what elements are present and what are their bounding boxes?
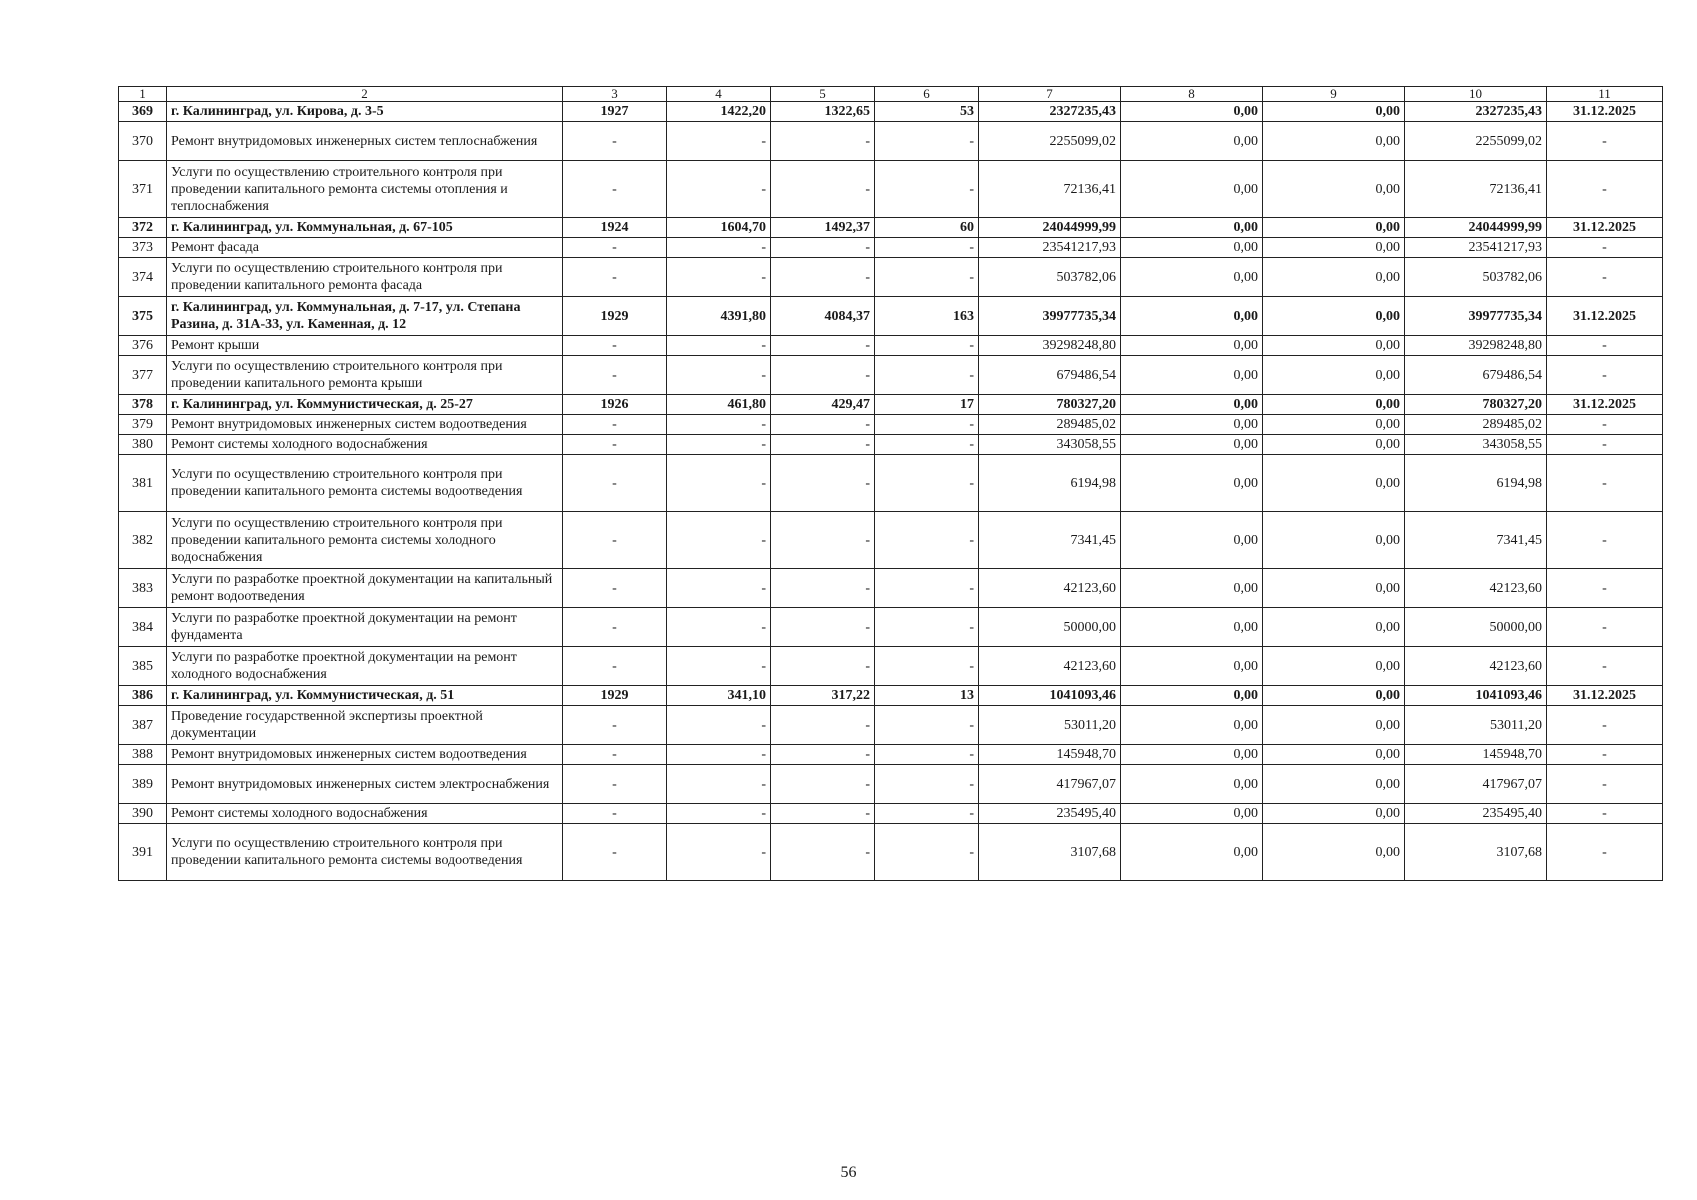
address-row [119,102,1663,122]
col5-cell: - [771,569,875,608]
deadline-cell: - [1547,706,1663,745]
col5-cell: - [771,765,875,804]
col-header-6: 6 [875,87,979,102]
deadline-cell: - [1547,356,1663,395]
col8-cell: 0,00 [1121,161,1263,218]
col4-cell: - [667,415,771,435]
col8-cell: 0,00 [1121,512,1263,569]
year-cell: 1924 [563,218,667,238]
row-number: 377 [119,356,167,395]
col4-cell: - [667,765,771,804]
work-item-row [119,415,1663,435]
col4-cell: - [667,435,771,455]
year-cell: 1929 [563,686,667,706]
col10-cell: 503782,06 [1405,258,1547,297]
year-cell: - [563,238,667,258]
row-number: 381 [119,455,167,512]
year-cell: - [563,455,667,512]
year-cell: - [563,706,667,745]
deadline-cell: - [1547,512,1663,569]
work-item-row [119,824,1663,881]
row-number: 384 [119,608,167,647]
col8-cell: 0,00 [1121,706,1263,745]
col5-cell: - [771,824,875,881]
col7-cell: 289485,02 [979,415,1121,435]
item-name: Проведение государственной экспертизы проектной документации [167,706,563,745]
col8-cell: 0,00 [1121,686,1263,706]
col6-cell: 53 [875,102,979,122]
row-number: 369 [119,102,167,122]
item-name: Услуги по осуществлению строительного контроля при проведении капитального ремонта системы водоотведения [167,455,563,512]
col9-cell: 0,00 [1263,258,1405,297]
year-cell: - [563,608,667,647]
col7-cell: 72136,41 [979,161,1121,218]
col6-cell: 163 [875,297,979,336]
work-item-row [119,356,1663,395]
col9-cell: 0,00 [1263,569,1405,608]
row-number: 375 [119,297,167,336]
col10-cell: 2255099,02 [1405,122,1547,161]
year-cell: - [563,745,667,765]
deadline-cell: - [1547,122,1663,161]
work-item-row [119,435,1663,455]
col7-cell: 1041093,46 [979,686,1121,706]
deadline-cell: 31.12.2025 [1547,686,1663,706]
col4-cell: 461,80 [667,395,771,415]
col4-cell: - [667,745,771,765]
row-number: 371 [119,161,167,218]
col4-cell: - [667,608,771,647]
col9-cell: 0,00 [1263,435,1405,455]
col6-cell: - [875,824,979,881]
year-cell: 1927 [563,102,667,122]
col6-cell: - [875,356,979,395]
row-number: 382 [119,512,167,569]
row-number: 374 [119,258,167,297]
col5-cell: - [771,745,875,765]
work-item-row [119,765,1663,804]
col7-cell: 6194,98 [979,455,1121,512]
row-number: 386 [119,686,167,706]
address-row [119,686,1663,706]
row-number: 383 [119,569,167,608]
col4-cell: - [667,258,771,297]
col9-cell: 0,00 [1263,415,1405,435]
col5-cell: - [771,804,875,824]
deadline-cell: - [1547,238,1663,258]
document-sheet [118,86,1662,881]
col8-cell: 0,00 [1121,569,1263,608]
year-cell: 1926 [563,395,667,415]
col9-cell: 0,00 [1263,395,1405,415]
col10-cell: 235495,40 [1405,804,1547,824]
col6-cell: 13 [875,686,979,706]
work-item-row [119,122,1663,161]
row-number: 387 [119,706,167,745]
col4-cell: - [667,336,771,356]
deadline-cell: 31.12.2025 [1547,102,1663,122]
col6-cell: - [875,455,979,512]
col-header-10: 10 [1405,87,1547,102]
col4-cell: - [667,647,771,686]
col4-cell: - [667,706,771,745]
col8-cell: 0,00 [1121,608,1263,647]
col10-cell: 50000,00 [1405,608,1547,647]
work-item-row [119,455,1663,512]
col6-cell: - [875,512,979,569]
col8-cell: 0,00 [1121,297,1263,336]
deadline-cell: - [1547,804,1663,824]
col7-cell: 417967,07 [979,765,1121,804]
col7-cell: 145948,70 [979,745,1121,765]
row-number: 388 [119,745,167,765]
col8-cell: 0,00 [1121,455,1263,512]
page-number: 56 [840,1164,857,1181]
deadline-cell: - [1547,569,1663,608]
col7-cell: 7341,45 [979,512,1121,569]
item-name: Ремонт внутридомовых инженерных систем водоотведения [167,745,563,765]
col6-cell: 60 [875,218,979,238]
item-name: Услуги по разработке проектной документации на ремонт фундамента [167,608,563,647]
item-name: Ремонт внутридомовых инженерных систем водоотведения [167,415,563,435]
col10-cell: 3107,68 [1405,824,1547,881]
col5-cell: - [771,608,875,647]
deadline-cell: - [1547,455,1663,512]
year-cell: - [563,258,667,297]
deadline-cell: - [1547,608,1663,647]
col10-cell: 39977735,34 [1405,297,1547,336]
col10-cell: 145948,70 [1405,745,1547,765]
column-number-row [119,87,1663,102]
col5-cell: - [771,122,875,161]
item-name: Услуги по осуществлению строительного контроля при проведении капитального ремонта системы холодного водоснабжения [167,512,563,569]
col5-cell: - [771,238,875,258]
col8-cell: 0,00 [1121,102,1263,122]
col10-cell: 53011,20 [1405,706,1547,745]
col5-cell: - [771,706,875,745]
item-name: г. Калининград, ул. Коммунистическая, д. 51 [167,686,563,706]
col4-cell: - [667,512,771,569]
work-item-row [119,258,1663,297]
deadline-cell: 31.12.2025 [1547,218,1663,238]
item-name: Ремонт фасада [167,238,563,258]
col5-cell: - [771,455,875,512]
col4-cell: 341,10 [667,686,771,706]
col9-cell: 0,00 [1263,161,1405,218]
col7-cell: 503782,06 [979,258,1121,297]
col4-cell: - [667,161,771,218]
year-cell: - [563,647,667,686]
col7-cell: 50000,00 [979,608,1121,647]
year-cell: - [563,804,667,824]
item-name: г. Калининград, ул. Коммунальная, д. 67-105 [167,218,563,238]
col7-cell: 235495,40 [979,804,1121,824]
col10-cell: 24044999,99 [1405,218,1547,238]
col6-cell: - [875,647,979,686]
col-header-9: 9 [1263,87,1405,102]
deadline-cell: - [1547,336,1663,356]
col7-cell: 2327235,43 [979,102,1121,122]
item-name: г. Калининград, ул. Кирова, д. 3-5 [167,102,563,122]
col9-cell: 0,00 [1263,102,1405,122]
item-name: Ремонт системы холодного водоснабжения [167,435,563,455]
col9-cell: 0,00 [1263,512,1405,569]
col8-cell: 0,00 [1121,804,1263,824]
col7-cell: 2255099,02 [979,122,1121,161]
row-number: 380 [119,435,167,455]
col7-cell: 3107,68 [979,824,1121,881]
col10-cell: 42123,60 [1405,647,1547,686]
deadline-cell: - [1547,647,1663,686]
col-header-5: 5 [771,87,875,102]
col9-cell: 0,00 [1263,297,1405,336]
item-name: Услуги по осуществлению строительного контроля при проведении капитального ремонта фасада [167,258,563,297]
year-cell: - [563,122,667,161]
col8-cell: 0,00 [1121,122,1263,161]
item-name: г. Калининград, ул. Коммунистическая, д. 25-27 [167,395,563,415]
col10-cell: 343058,55 [1405,435,1547,455]
year-cell: - [563,336,667,356]
col10-cell: 1041093,46 [1405,686,1547,706]
col6-cell: - [875,706,979,745]
item-name: Услуги по осуществлению строительного контроля при проведении капитального ремонта системы отопления и теплоснабжения [167,161,563,218]
col7-cell: 679486,54 [979,356,1121,395]
col5-cell: - [771,415,875,435]
item-name: Ремонт крыши [167,336,563,356]
col6-cell: - [875,238,979,258]
year-cell: - [563,435,667,455]
year-cell: - [563,161,667,218]
col8-cell: 0,00 [1121,824,1263,881]
item-name: Услуги по разработке проектной документации на ремонт холодного водоснабжения [167,647,563,686]
col7-cell: 23541217,93 [979,238,1121,258]
col7-cell: 42123,60 [979,569,1121,608]
col8-cell: 0,00 [1121,258,1263,297]
col9-cell: 0,00 [1263,218,1405,238]
row-number: 389 [119,765,167,804]
col10-cell: 679486,54 [1405,356,1547,395]
col7-cell: 39977735,34 [979,297,1121,336]
col4-cell: - [667,122,771,161]
col9-cell: 0,00 [1263,745,1405,765]
year-cell: - [563,415,667,435]
col8-cell: 0,00 [1121,238,1263,258]
col10-cell: 42123,60 [1405,569,1547,608]
col6-cell: - [875,435,979,455]
row-number: 378 [119,395,167,415]
col8-cell: 0,00 [1121,765,1263,804]
col5-cell: - [771,258,875,297]
col4-cell: - [667,804,771,824]
col-header-1: 1 [119,87,167,102]
col9-cell: 0,00 [1263,455,1405,512]
col9-cell: 0,00 [1263,336,1405,356]
col10-cell: 2327235,43 [1405,102,1547,122]
col6-cell: - [875,608,979,647]
col-header-11: 11 [1547,87,1663,102]
col4-cell: - [667,824,771,881]
deadline-cell: - [1547,824,1663,881]
col6-cell: - [875,745,979,765]
col9-cell: 0,00 [1263,765,1405,804]
year-cell: 1929 [563,297,667,336]
col9-cell: 0,00 [1263,238,1405,258]
repair-program-table [118,86,1663,881]
item-name: Ремонт внутридомовых инженерных систем теплоснабжения [167,122,563,161]
item-name: Услуги по осуществлению строительного контроля при проведении капитального ремонта крыши [167,356,563,395]
address-row [119,297,1663,336]
year-cell: - [563,356,667,395]
table-body [119,87,1663,881]
col-header-4: 4 [667,87,771,102]
col4-cell: - [667,455,771,512]
deadline-cell: 31.12.2025 [1547,297,1663,336]
col8-cell: 0,00 [1121,745,1263,765]
year-cell: - [563,824,667,881]
col8-cell: 0,00 [1121,415,1263,435]
work-item-row [119,336,1663,356]
col5-cell: 429,47 [771,395,875,415]
col9-cell: 0,00 [1263,804,1405,824]
col7-cell: 24044999,99 [979,218,1121,238]
work-item-row [119,706,1663,745]
col8-cell: 0,00 [1121,218,1263,238]
col5-cell: 4084,37 [771,297,875,336]
col6-cell: - [875,122,979,161]
col10-cell: 23541217,93 [1405,238,1547,258]
item-name: Ремонт внутридомовых инженерных систем электроснабжения [167,765,563,804]
address-row [119,395,1663,415]
col10-cell: 6194,98 [1405,455,1547,512]
col10-cell: 289485,02 [1405,415,1547,435]
col5-cell: - [771,647,875,686]
col5-cell: 1322,65 [771,102,875,122]
col9-cell: 0,00 [1263,356,1405,395]
col6-cell: 17 [875,395,979,415]
item-name: Ремонт системы холодного водоснабжения [167,804,563,824]
work-item-row [119,569,1663,608]
col4-cell: 1422,20 [667,102,771,122]
address-row [119,218,1663,238]
col-header-2: 2 [167,87,563,102]
col4-cell: 4391,80 [667,297,771,336]
col4-cell: - [667,356,771,395]
deadline-cell: - [1547,765,1663,804]
col6-cell: - [875,765,979,804]
col10-cell: 7341,45 [1405,512,1547,569]
item-name: Услуги по осуществлению строительного контроля при проведении капитального ремонта системы водоотведения [167,824,563,881]
col5-cell: - [771,512,875,569]
work-item-row [119,238,1663,258]
col4-cell: - [667,569,771,608]
col7-cell: 39298248,80 [979,336,1121,356]
work-item-row [119,804,1663,824]
work-item-row [119,161,1663,218]
work-item-row [119,608,1663,647]
col-header-8: 8 [1121,87,1263,102]
col6-cell: - [875,804,979,824]
row-number: 376 [119,336,167,356]
col6-cell: - [875,336,979,356]
col10-cell: 39298248,80 [1405,336,1547,356]
col6-cell: - [875,569,979,608]
col4-cell: 1604,70 [667,218,771,238]
year-cell: - [563,569,667,608]
col5-cell: - [771,435,875,455]
year-cell: - [563,765,667,804]
row-number: 373 [119,238,167,258]
col8-cell: 0,00 [1121,435,1263,455]
row-number: 385 [119,647,167,686]
deadline-cell: - [1547,161,1663,218]
col5-cell: 317,22 [771,686,875,706]
row-number: 391 [119,824,167,881]
work-item-row [119,647,1663,686]
item-name: Услуги по разработке проектной документации на капитальный ремонт водоотведения [167,569,563,608]
item-name: г. Калининград, ул. Коммунальная, д. 7-17, ул. Степана Разина, д. 31А-33, ул. Каменная, д. 12 [167,297,563,336]
col-header-3: 3 [563,87,667,102]
col5-cell: - [771,336,875,356]
col10-cell: 417967,07 [1405,765,1547,804]
col5-cell: - [771,356,875,395]
col10-cell: 72136,41 [1405,161,1547,218]
work-item-row [119,512,1663,569]
col7-cell: 53011,20 [979,706,1121,745]
deadline-cell: - [1547,745,1663,765]
col8-cell: 0,00 [1121,336,1263,356]
work-item-row [119,745,1663,765]
col7-cell: 42123,60 [979,647,1121,686]
deadline-cell: - [1547,435,1663,455]
deadline-cell: - [1547,415,1663,435]
row-number: 370 [119,122,167,161]
col9-cell: 0,00 [1263,647,1405,686]
col7-cell: 343058,55 [979,435,1121,455]
deadline-cell: - [1547,258,1663,297]
col8-cell: 0,00 [1121,356,1263,395]
row-number: 372 [119,218,167,238]
col8-cell: 0,00 [1121,647,1263,686]
row-number: 390 [119,804,167,824]
col9-cell: 0,00 [1263,686,1405,706]
col9-cell: 0,00 [1263,122,1405,161]
col9-cell: 0,00 [1263,608,1405,647]
col6-cell: - [875,161,979,218]
col7-cell: 780327,20 [979,395,1121,415]
row-number: 379 [119,415,167,435]
col6-cell: - [875,258,979,297]
col9-cell: 0,00 [1263,706,1405,745]
col5-cell: - [771,161,875,218]
col6-cell: - [875,415,979,435]
col5-cell: 1492,37 [771,218,875,238]
col10-cell: 780327,20 [1405,395,1547,415]
col4-cell: - [667,238,771,258]
deadline-cell: 31.12.2025 [1547,395,1663,415]
col8-cell: 0,00 [1121,395,1263,415]
year-cell: - [563,512,667,569]
col-header-7: 7 [979,87,1121,102]
col9-cell: 0,00 [1263,824,1405,881]
